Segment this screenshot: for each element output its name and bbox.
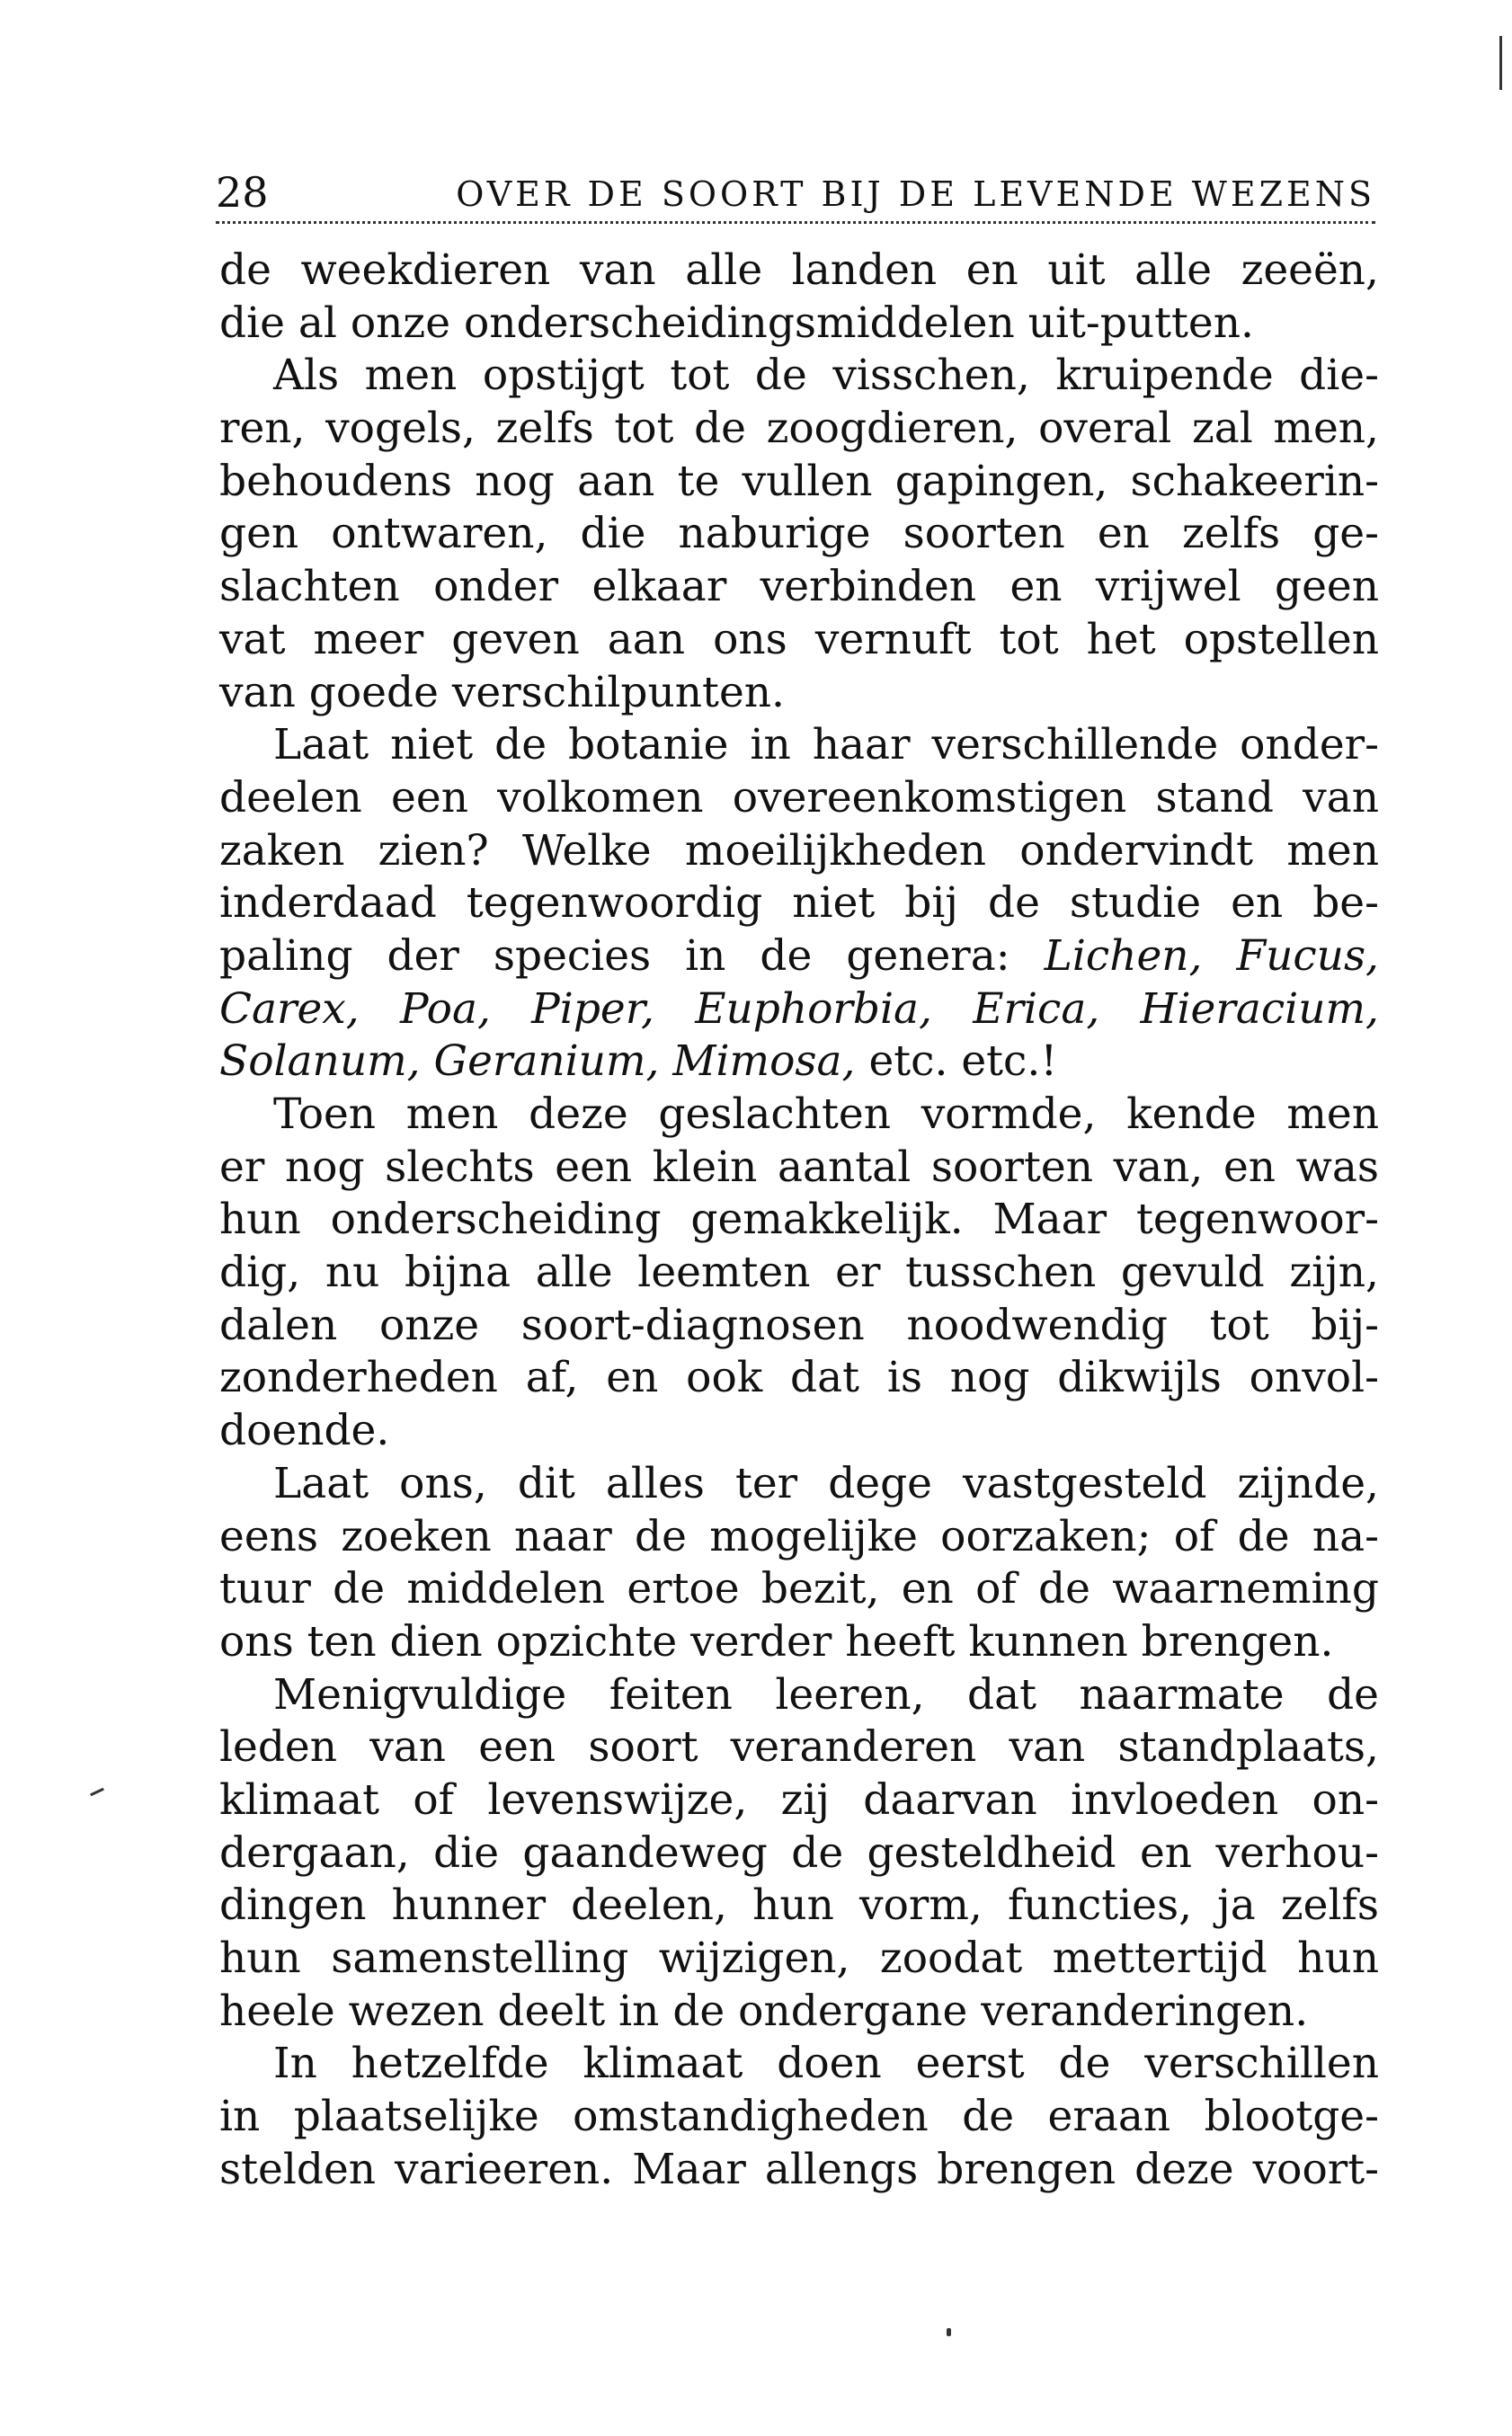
text-line: klimaat of levenswijze, zij daarvan invloeden on- <box>219 1774 1379 1825</box>
text-line: eens zoeken naar de mogelijke oorzaken; of de na- <box>219 1511 1379 1561</box>
text-line: behoudens nog aan te vullen gapingen, schakeerin- <box>219 456 1379 506</box>
text-line: tuur de middelen ertoe bezit, en of de waarneming <box>219 1564 1379 1614</box>
text-line: inderdaad tegenwoordig niet bij de studie en be- <box>219 878 1379 929</box>
text-line: Toen men deze geslachten vormde, kende men <box>273 1089 1379 1139</box>
text-line: dalen onze soort-diagnosen noodwendig tot bij- <box>219 1300 1379 1350</box>
text-line: in plaatselijke omstandigheden de eraan blootge- <box>219 2092 1379 2142</box>
text-line: er nog slechts een klein aantal soorten van, en was <box>219 1142 1379 1192</box>
text-line: Als men opstijgt tot de visschen, kruipende die- <box>273 351 1379 401</box>
text-line: dingen hunner deelen, hun vorm, functies, ja zelfs <box>219 1880 1379 1931</box>
text-line: Menigvuldige feiten leeren, dat naarmate de <box>273 1669 1379 1720</box>
text-line: heele wezen deelt in de ondergane veranderingen. <box>219 1986 1309 2036</box>
text-line: de weekdieren van alle landen en uit alle zeeën, <box>219 245 1379 295</box>
text-line: Laat niet de botanie in haar verschillende onder- <box>273 720 1379 770</box>
text-line: hun onderscheiding gemakkelijk. Maar tegenwoor- <box>219 1195 1379 1245</box>
text-line: ren, vogels, zelfs tot de zoogdieren, overal zal men, <box>219 404 1379 454</box>
text-line: die al onze onderscheidingsmiddelen uit-putten. <box>219 298 1254 348</box>
text-line: doende. <box>219 1406 390 1456</box>
text-line: ons ten dien opzichte verder heeft kunnen brengen. <box>219 1616 1334 1667</box>
text-line: Carex, Poa, Piper, Euphorbia, Erica, Hieracium, <box>219 983 1379 1034</box>
text-line: leden van een soort veranderen van standplaats, <box>219 1722 1379 1773</box>
text-line: hun samenstelling wijzigen, zoodat mettertijd hun <box>219 1934 1379 1983</box>
text-line: stelden varieeren. Maar allengs brengen deze voort- <box>219 2144 1379 2194</box>
text-line: gen ontwaren, die naburige soorten en zelfs ge- <box>219 509 1379 559</box>
ink-dot <box>947 2328 951 2336</box>
margin-mark <box>90 1788 104 1796</box>
page-number: 28 <box>216 168 269 217</box>
text-line: Laat ons, dit alles ter dege vastgesteld zijnde, <box>273 1458 1379 1508</box>
text-line: paling der species in de genera: Lichen, Fucus, <box>219 930 1380 981</box>
text-line: deelen een volkomen overeenkomstigen stand van <box>219 772 1379 822</box>
text-line: van goede verschilpunten. <box>219 667 785 717</box>
text-line: In hetzelfde klimaat doen eerst de verschillen <box>273 2039 1379 2089</box>
text-line: zaken zien? Welke moeilijkheden ondervindt men <box>219 825 1379 876</box>
text-line: Solanum, Geranium, Mimosa, etc. etc.! <box>219 1036 1058 1087</box>
text-line: dergaan, die gaandeweg de gesteldheid en verhou- <box>219 1827 1379 1878</box>
running-head: OVER DE SOORT BIJ DE LEVENDE WEZENS <box>456 174 1375 214</box>
scan-edge-mark <box>1499 36 1502 90</box>
body-text <box>219 244 1379 2196</box>
text-line: vat meer geven aan ons vernuft tot het opstellen <box>219 614 1379 664</box>
text-line: slachten onder elkaar verbinden en vrijwel geen <box>219 562 1379 612</box>
page-header <box>216 167 1375 224</box>
text-line: dig, nu bijna alle leemten er tusschen gevuld zijn, <box>219 1248 1379 1298</box>
text-line: zonderheden af, en ook dat is nog dikwijls onvol- <box>219 1353 1379 1403</box>
